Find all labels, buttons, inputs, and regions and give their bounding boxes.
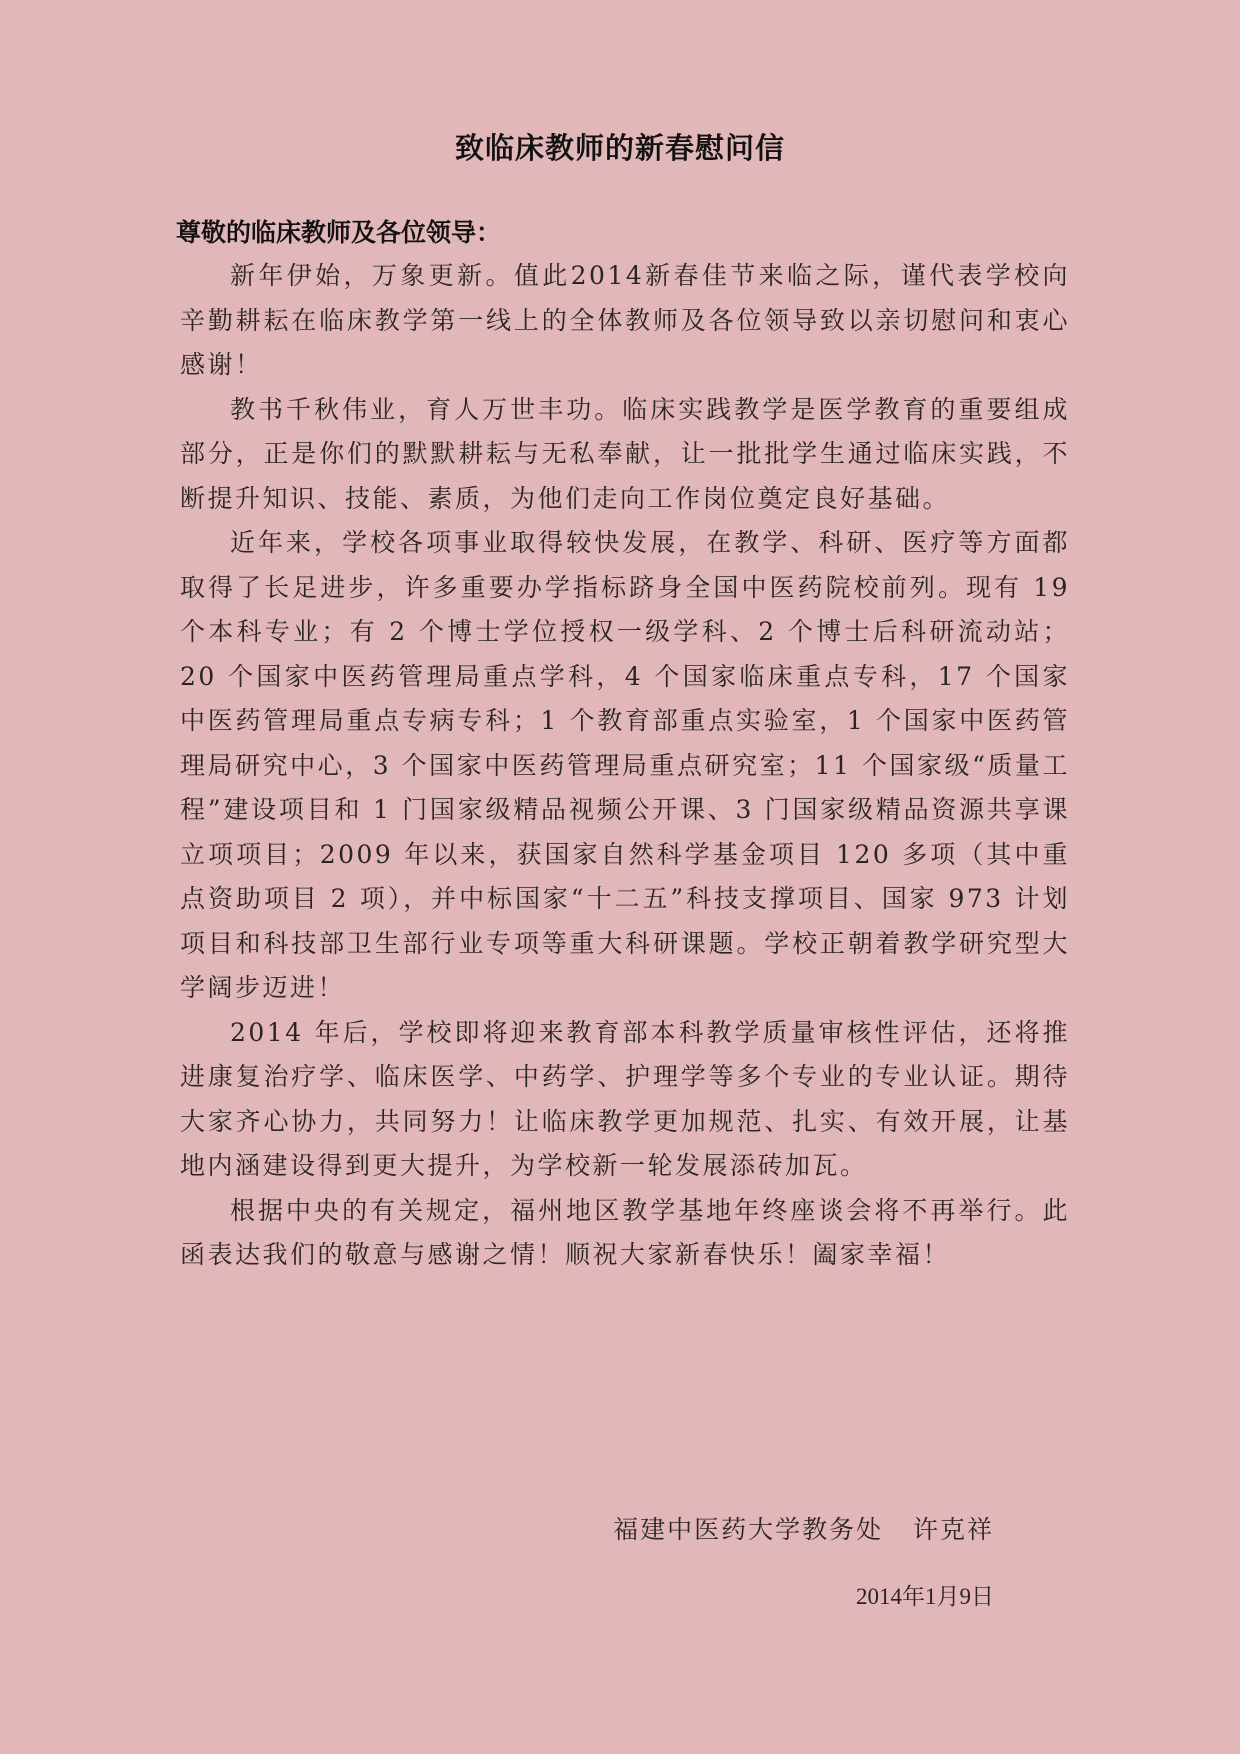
paragraph: 近年来，学校各项事业取得较快发展，在教学、科研、医疗等方面都取得了长足进步，许多重要办学指标跻身全国中医药院校前列。现有 19 个本科专业；有 2 个博士学位授权一级学科、2 个博士后科研流动站；20 个国家中医药管理局重点学科，4 个国家临床重点专科，17 个国家中医药管理局重点专病专科；1 个教育部重点实验室，1 个国家中医药管理局研究中心，3 个国家中医药管理局重点研究室；11 个国家级“质量工程”建设项目和 1 门国家级精品视频公开课、3 门国家级精品资源共享课立项项目；2009 年以来，获国家自然科学基金项目 120 多项（其中重点资助项目 2 项），并中标国家“十二五”科技支撑项目、国家 973 计划项目和科技部卫生部行业专项等重大科研课题。学校正朝着教学研究型大学阔步迈进！: [180, 528, 1070, 1002]
paragraph: 根据中央的有关规定，福州地区教学基地年终座谈会将不再举行。此函表达我们的敬意与感谢之情！顺祝大家新春快乐！阖家幸福！: [180, 1195, 1070, 1269]
paragraph: 教书千秋伟业，育人万世丰功。临床实践教学是医学教育的重要组成部分，正是你们的默默耕耘与无私奉献，让一批批学生通过临床实践，不断提升知识、技能、素质，为他们走向工作岗位奠定良好基础。: [180, 394, 1070, 513]
letter-title: 致临床教师的新春慰问信: [454, 131, 785, 165]
letter-body: [180, 254, 1070, 1278]
letter-salutation: 尊敬的临床教师及各位领导：: [176, 218, 502, 247]
paragraph: 2014 年后，学校即将迎来教育部本科教学质量审核性评估，还将推进康复治疗学、临床医学、中药学、护理学等多个专业的专业认证。期待大家齐心协力，共同努力！让临床教学更加规范、扎实、有效开展，让基地内涵建设得到更大提升，为学校新一轮发展添砖加瓦。: [180, 1017, 1070, 1180]
letter-signature: 福建中医药大学教务处 许克祥: [613, 1515, 994, 1544]
letter-date: 2014年1月9日: [856, 1584, 994, 1609]
paragraph: 新年伊始，万象更新。值此2014新春佳节来临之际，谨代表学校向辛勤耕耘在临床教学第一线上的全体教师及各位领导致以亲切慰问和衷心感谢！: [180, 261, 1070, 379]
